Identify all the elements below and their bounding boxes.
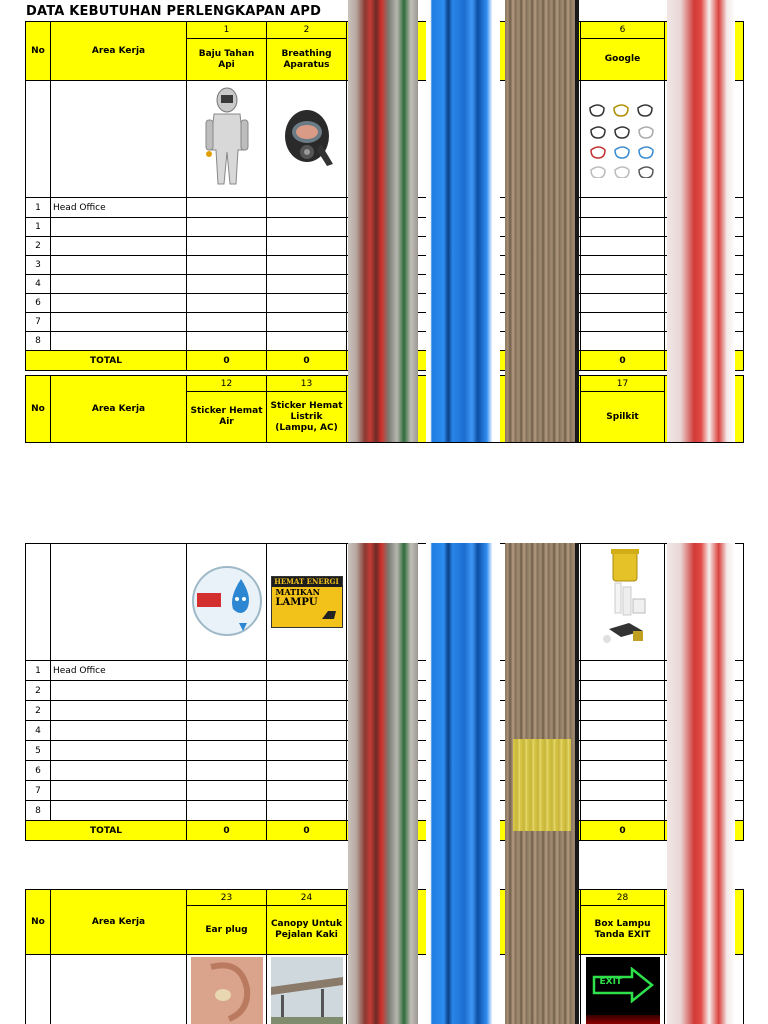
table-row: 7 bbox=[26, 313, 744, 332]
photo-strip-red-pole bbox=[667, 543, 735, 1024]
total-label: TOTAL bbox=[26, 351, 187, 371]
col-area-header: Area Kerja bbox=[51, 376, 187, 443]
item-header-sticker-hemat-listrik: Sticker Hemat Listrik (Lampu, AC) bbox=[267, 392, 347, 443]
fire-suit-icon bbox=[202, 86, 252, 190]
item-index: 28 bbox=[581, 890, 665, 906]
breathing-apparatus-image bbox=[267, 81, 347, 198]
table-row: 2 bbox=[26, 681, 744, 701]
exit-text: EXIT bbox=[599, 977, 623, 987]
photo-strip-blue-pipe bbox=[426, 543, 500, 1024]
table-row: 1 Head Office bbox=[26, 661, 744, 681]
table-row: 8 bbox=[26, 801, 744, 821]
spill-kit-image bbox=[581, 544, 665, 661]
ear-plug-image bbox=[187, 955, 267, 1024]
photo-strip-cable bbox=[348, 543, 418, 1024]
photo-strip-blue-pipe bbox=[426, 0, 500, 442]
table-row: 2 bbox=[26, 237, 744, 256]
exit-sign-image bbox=[581, 955, 665, 1024]
item-header-ear-plug: Ear plug bbox=[187, 906, 267, 955]
table-row: 5 bbox=[26, 741, 744, 761]
item-header-google: Google bbox=[581, 39, 665, 81]
col-area-header: Area Kerja bbox=[51, 890, 187, 955]
item-index: 23 bbox=[187, 890, 267, 906]
table-row: 8 bbox=[26, 332, 744, 351]
item-index: 2 bbox=[267, 22, 347, 39]
table-row: 6 bbox=[26, 294, 744, 313]
table-row: 3 bbox=[26, 256, 744, 275]
table-row: 1 Head Office bbox=[26, 198, 744, 218]
safety-goggles-icon bbox=[587, 98, 659, 178]
canopy-icon bbox=[271, 957, 343, 1024]
total-value: 0 bbox=[581, 821, 665, 841]
gas-mask-icon bbox=[277, 106, 337, 170]
photo-strip-rope bbox=[505, 543, 579, 1024]
item-index: 12 bbox=[187, 376, 267, 392]
table-row: 4 bbox=[26, 275, 744, 294]
item-index: 24 bbox=[267, 890, 347, 906]
total-value: 0 bbox=[187, 351, 267, 371]
total-label: TOTAL bbox=[26, 821, 187, 841]
hemat-energi-banner: HEMAT ENERGI bbox=[272, 577, 342, 587]
water-drop-icon bbox=[191, 565, 263, 637]
item-header-baju-tahan-api: Baju Tahan Api bbox=[187, 39, 267, 81]
item-header-box-lampu-exit: Box Lampu Tanda EXIT bbox=[581, 906, 665, 955]
ear-icon bbox=[191, 957, 263, 1024]
item-index: 6 bbox=[581, 22, 665, 39]
table-row: 2 bbox=[26, 701, 744, 721]
photo-strip-cable bbox=[348, 0, 418, 442]
total-value: 0 bbox=[267, 351, 347, 371]
col-no-header: No bbox=[26, 22, 51, 81]
photo-strip-red-pole bbox=[667, 0, 735, 442]
spill-kit-icon bbox=[593, 549, 653, 653]
table-row: 1 bbox=[26, 218, 744, 237]
sticker-hemat-air-image bbox=[187, 544, 267, 661]
fire-suit-image bbox=[187, 81, 267, 198]
item-header-breathing-aparatus: Breathing Aparatus bbox=[267, 39, 347, 81]
page-title: DATA KEBUTUHAN PERLENGKAPAN APD bbox=[26, 4, 322, 19]
goggles-image bbox=[581, 81, 665, 198]
sticker-hemat-listrik-image: HEMAT ENERGI MATIKAN LAMPU bbox=[267, 544, 347, 661]
total-value: 0 bbox=[581, 351, 665, 371]
hand-switch-icon bbox=[320, 607, 338, 621]
item-header-spilkit: Spilkit bbox=[581, 392, 665, 443]
item-index: 13 bbox=[267, 376, 347, 392]
col-area-header: Area Kerja bbox=[51, 22, 187, 81]
table-row: 6 bbox=[26, 761, 744, 781]
item-header-sticker-hemat-air: Sticker Hemat Air bbox=[187, 392, 267, 443]
canopy-image bbox=[267, 955, 347, 1024]
table-row: 4 bbox=[26, 721, 744, 741]
total-value: 0 bbox=[267, 821, 347, 841]
item-index: 17 bbox=[581, 376, 665, 392]
col-no-header: No bbox=[26, 890, 51, 955]
col-no-header: No bbox=[26, 376, 51, 443]
table-row: 7 bbox=[26, 781, 744, 801]
item-index: 1 bbox=[187, 22, 267, 39]
total-value: 0 bbox=[187, 821, 267, 841]
item-header-canopy: Canopy Untuk Pejalan Kaki bbox=[267, 906, 347, 955]
photo-strip-rope bbox=[505, 0, 579, 442]
